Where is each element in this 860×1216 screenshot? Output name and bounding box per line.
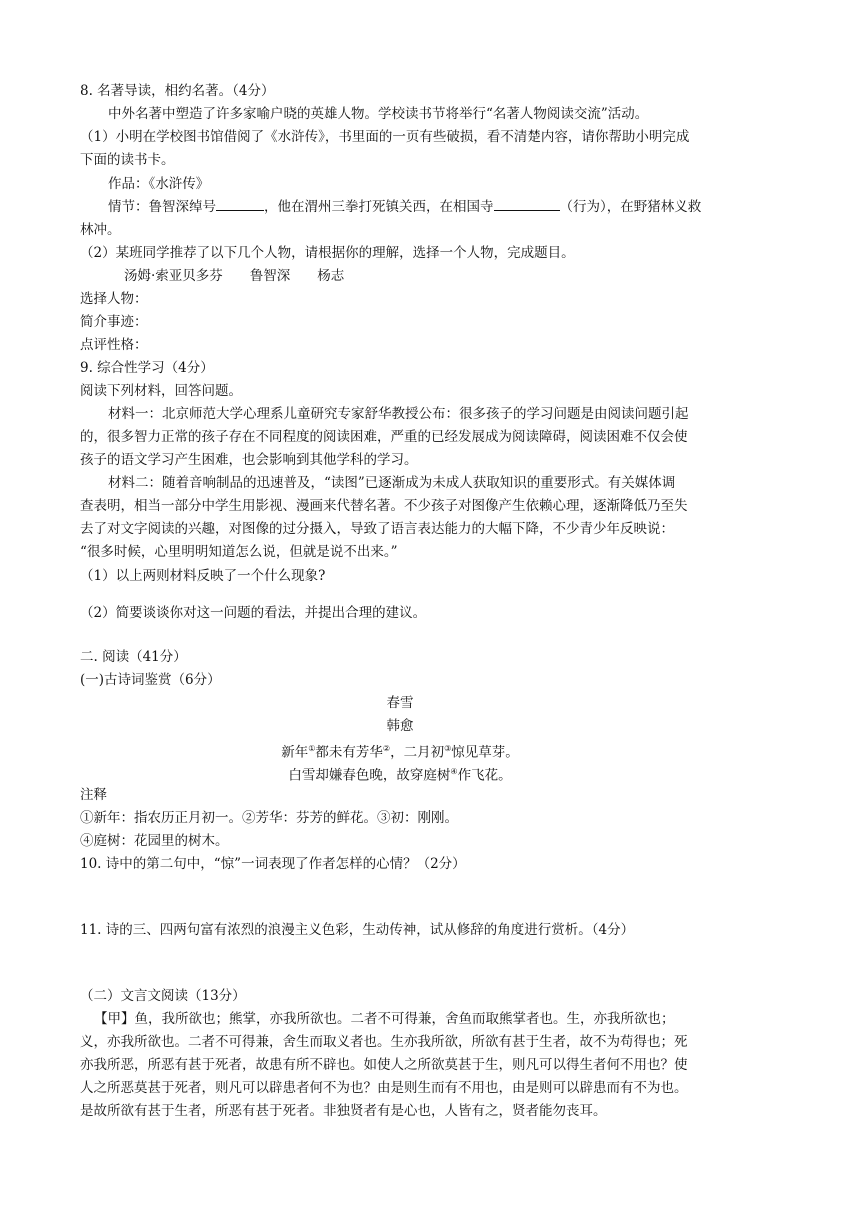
q8-comment-label: 点评性格： [80, 337, 148, 353]
q8-plot-part-a: 情节：鲁智深绰号 [108, 199, 216, 215]
q9-material1-line1: 材料一：北京师范大学心理系儿童研究专家舒华教授公布：很多孩子的学习问题是由阅读问题引起 [108, 406, 689, 422]
q9-material2-line2: 查表明，相当一部分中学生用影视、漫画来代替名著。不少孩子对图像产生依赖心理，逐渐降低乃至失 [80, 498, 688, 514]
poem-line1 [80, 738, 720, 764]
notes-line1: ①新年：指农历正月初一。②芳华：芬芳的鲜花。③初：刚刚。 [80, 810, 458, 826]
notes-line2: ④庭树：花园里的树木。 [80, 833, 229, 849]
poem-line2-text-a: 白雪却嫌春色晚，故穿庭树 [288, 767, 451, 784]
poem-line1-text-a: 新年 [281, 744, 309, 761]
poem-line2-text-b: 作飞花。 [457, 767, 512, 784]
q8-summary-label: 简介事迹： [80, 314, 148, 330]
classical-text-line1: 【甲】鱼，我所欲也；熊掌，亦我所欲也。二者不可得兼，舍鱼而取熊掌者也。生，亦我所欲也； [94, 1011, 675, 1027]
poem-line2 [80, 761, 720, 787]
classical-text-line3: 亦我所恶，所恶有甚于死者，故患有所不辟也。如使人之所欲莫甚于生，则凡可以得生者何不用也？使 [80, 1057, 688, 1073]
q9-sub2: （2）简要谈谈你对这一问题的看法，并提出合理的建议。 [80, 605, 427, 621]
footnote-marker-3: ③ [444, 744, 452, 753]
poem-title: 春雪 [386, 695, 414, 711]
notes-title: 注释 [80, 787, 107, 803]
footnote-marker-2: ② [382, 744, 391, 753]
poem-author: 韩愈 [386, 718, 414, 734]
q10: 10. 诗中的第二句中，“惊”一词表现了作者怎样的心情？（2分） [80, 856, 466, 872]
poem-line1-text-d: 惊见草芽。 [451, 744, 519, 761]
classical-subsection-title: （二）文言文阅读（13分） [80, 988, 246, 1004]
classical-text-line2: 义，亦我所欲也。二者不可得兼，舍生而取义者也。生亦我所欲，所欲有甚于生者，故不为苟得也；死 [80, 1034, 688, 1050]
nickname-blank[interactable] [216, 196, 264, 211]
q8-plot-line1 [108, 196, 701, 218]
q9-material2-line1: 材料二：随着音响制品的迅速普及，“读图”已逐渐成为未成人获取知识的重要形式。有关媒体调 [108, 475, 676, 491]
poem-line1-text-b: 都未有芳华 [315, 744, 383, 761]
q8-intro: 中外名著中塑造了许多家喻户晓的英雄人物。学校读书节将举行“名著人物阅读交流”活动。 [108, 106, 649, 122]
q8-work: 作品：《水浒传》 [108, 176, 210, 192]
q8-part1-line1: （1）小明在学校图书馆借阅了《水浒传》，书里面的一页有些破损，看不清楚内容，请你帮助小明完成 [80, 129, 690, 145]
q8-plot-line2: 林冲。 [80, 222, 121, 238]
q8-part1-line2: 下面的读书卡。 [80, 152, 175, 168]
q8-people-list: 汤姆·索亚贝多芬 鲁智深 杨志 [124, 268, 345, 284]
q11: 11. 诗的三、四两句富有浓烈的浪漫主义色彩，生动传神，试从修辞的角度进行赏析。（4分） [80, 922, 635, 938]
q8-title: 8. 名著导读，相约名著。（4分） [80, 83, 275, 99]
q8-plot-part-b: ，他在渭州三拳打死镇关西，在相国寺 [264, 199, 494, 215]
q9-material2-line3: 去了对文字阅读的兴趣，对图像的过分摄入，导致了语言表达能力的大幅下降，不少青少年反映说： [80, 521, 674, 537]
q9-instruction: 阅读下列材料，回答问题。 [80, 383, 242, 399]
footnote-marker-1: ① [308, 744, 316, 753]
section2-title: 二. 阅读（41分） [80, 649, 187, 665]
classical-text-line4: 人之所恶莫甚于死者，则凡可以辟患者何不为也？由是则生而有不用也，由是则可以辟患而有不为也。 [80, 1080, 688, 1096]
q8-part2: （2）某班同学推荐了以下几个人物，请根据你的理解，选择一个人物，完成题目。 [80, 245, 575, 261]
q9-sub1: （1）以上两则材料反映了一个什么现象? [80, 568, 326, 584]
q9-material1-line3: 孩子的语文学习产生困难，也会影响到其他学科的学习。 [80, 452, 418, 468]
footnote-marker-4: ④ [450, 767, 458, 776]
classical-text-line5: 是故所欲有甚于生者，所恶有甚于死者。非独贤者有是心也，人皆有之，贤者能勿丧耳。 [80, 1103, 607, 1119]
q9-title: 9. 综合性学习（4分） [80, 360, 214, 376]
q9-material2-line4: “很多时候，心里明明知道怎么说，但就是说不出来。” [80, 544, 398, 560]
q8-choose-label: 选择人物： [80, 291, 148, 307]
q8-plot-part-c: （行为），在野猪林义救 [559, 199, 702, 215]
q9-material1-line2: 的，很多智力正常的孩子存在不同程度的阅读困难，严重的已经发展成为阅读障碍，阅读困难不仅会使 [80, 429, 688, 445]
action-blank[interactable] [494, 196, 560, 211]
poem-line1-text-c: ，二月初 [390, 744, 445, 761]
poetry-subsection-title: (一)古诗词鉴赏（6分） [80, 672, 221, 688]
